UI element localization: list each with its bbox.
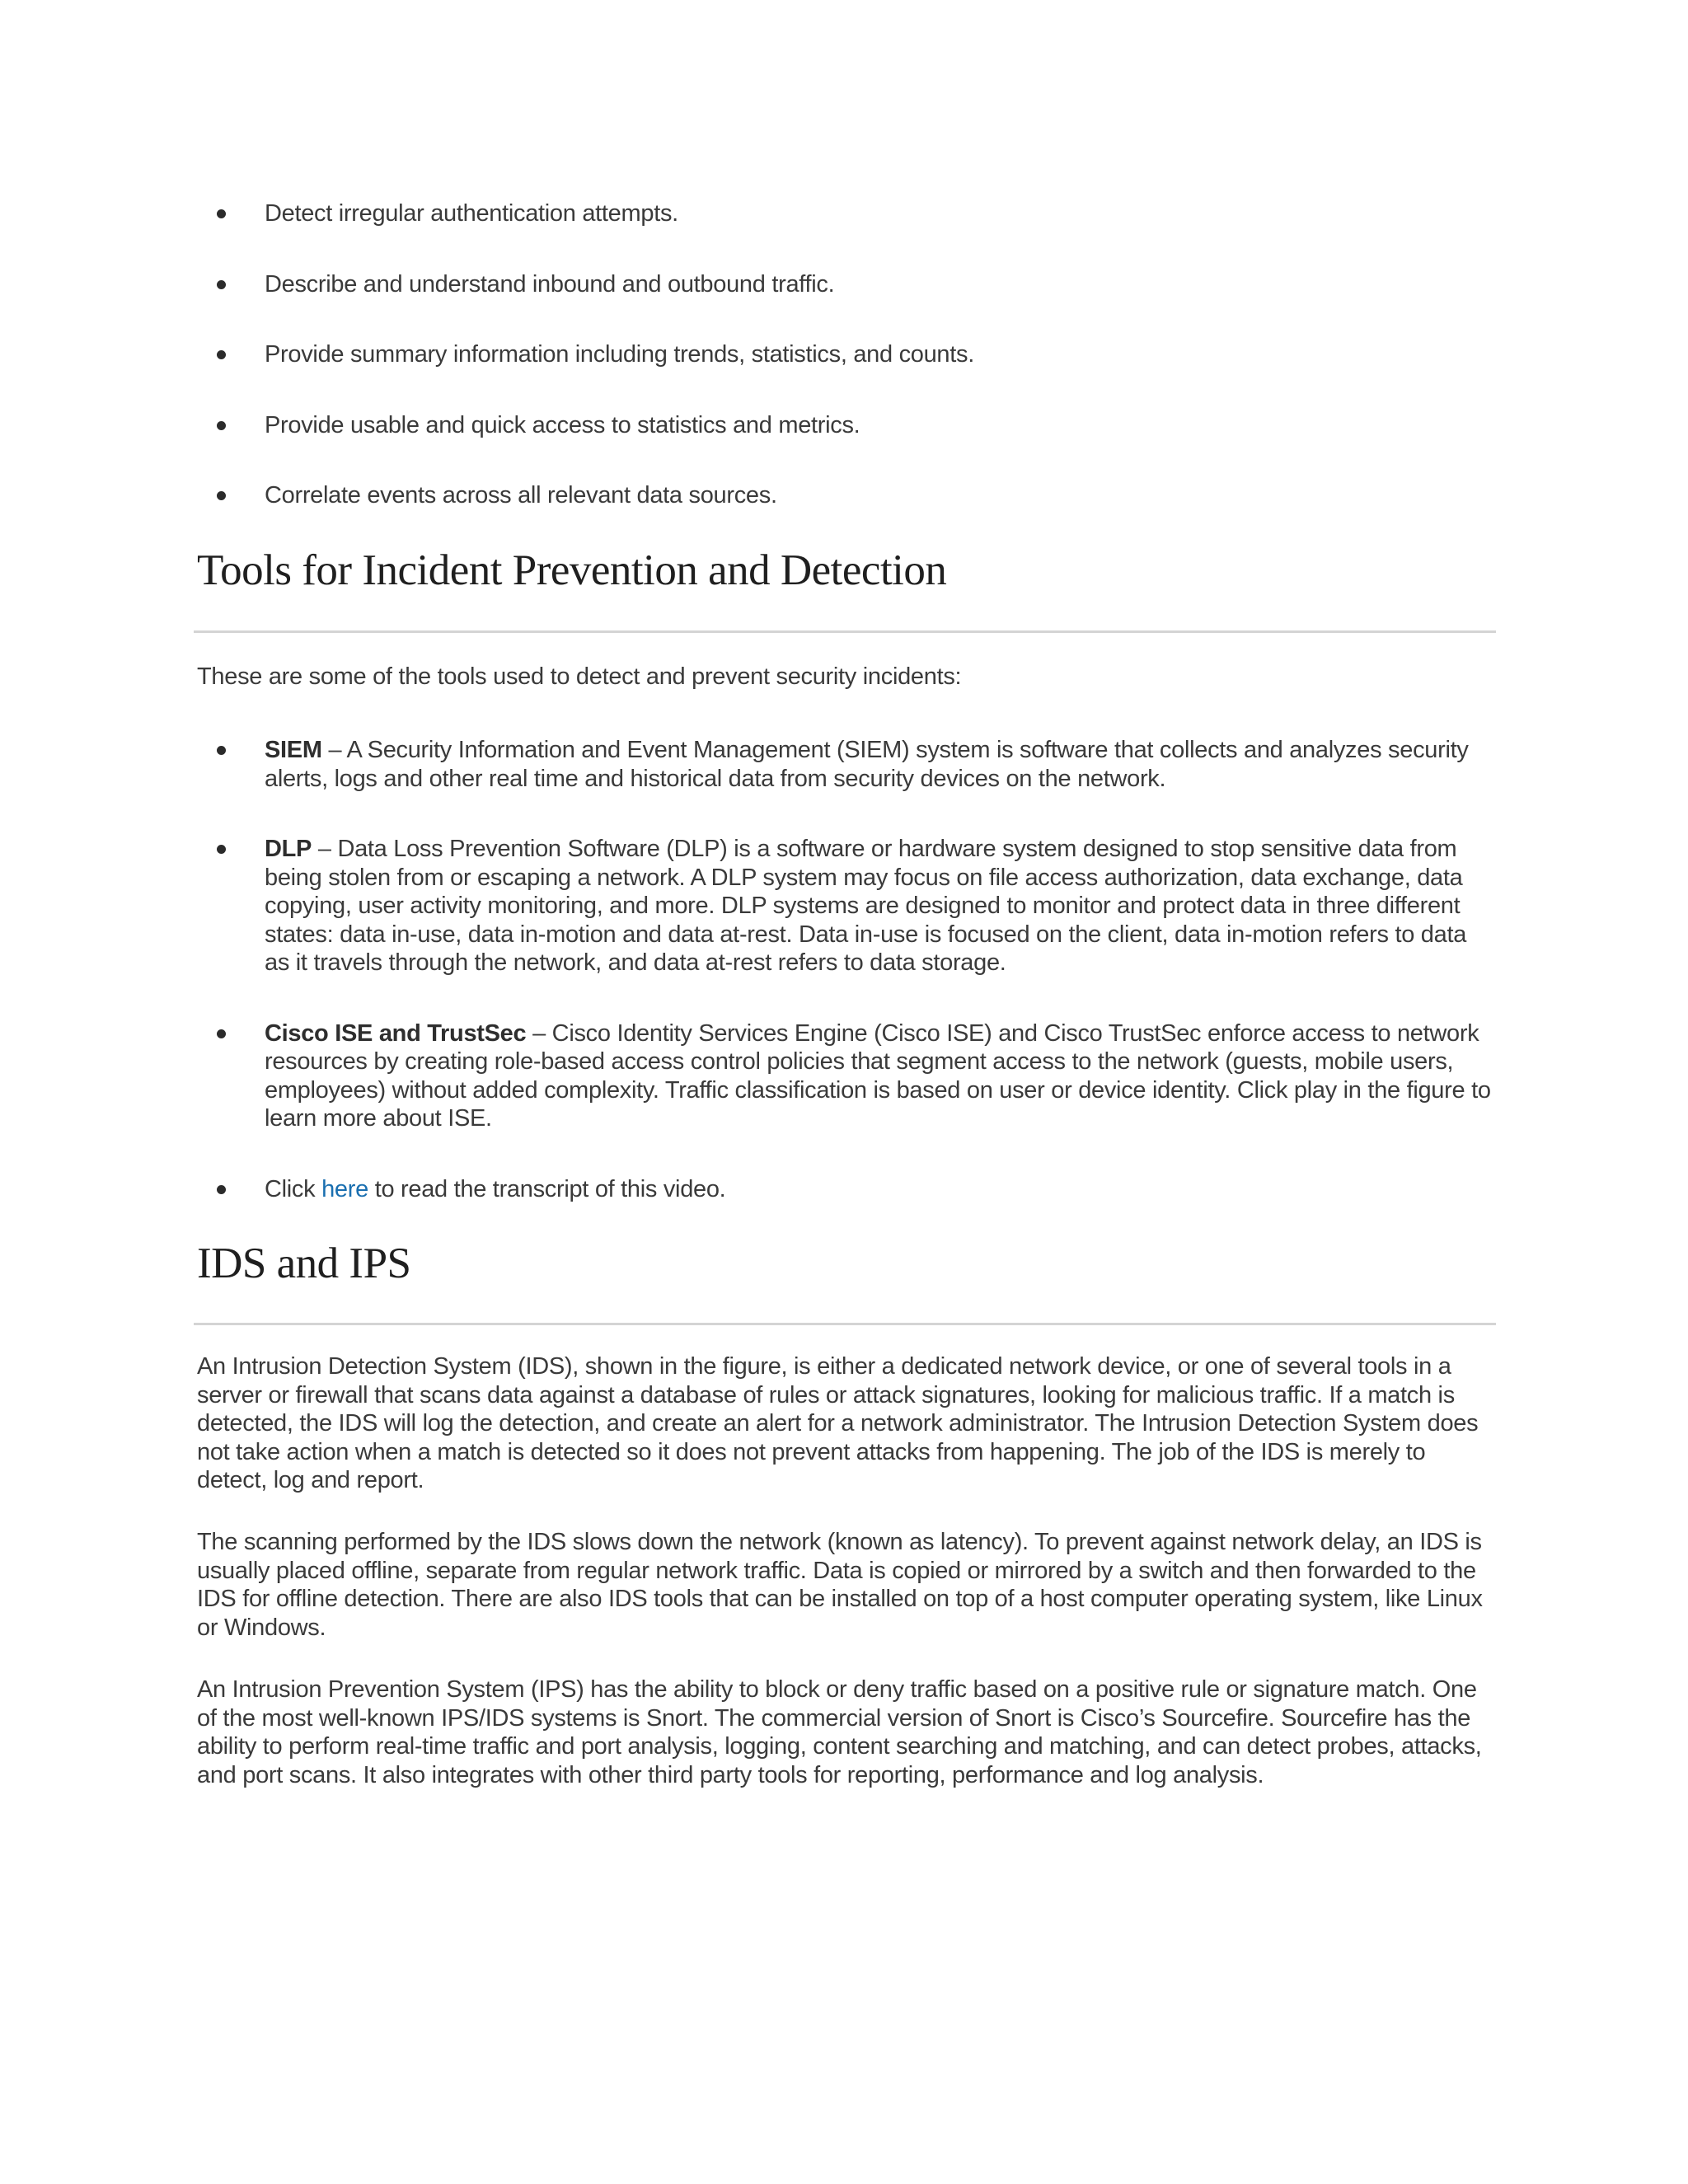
bullet-icon: [217, 421, 226, 430]
transcript-link[interactable]: here: [321, 1175, 368, 1202]
list-item: Provide usable and quick access to statistics and metrics.: [197, 411, 1491, 440]
ids-paragraph: An Intrusion Detection System (IDS), shown in the figure, is either a dedicated network device, or one of several tools in a server or firewall that scans data against a database of rules or attack signatures, looking for malicious traffic. If a match is detected, the IDS will log the detection, and create an alert for a network administrator. The Intrusion Detection System does not take action when a match is detected so it does not prevent attacks from happening. The job of the IDS is merely to detect, log and report.: [197, 1353, 1479, 1493]
list-item: Provide summary information including trends, statistics, and counts.: [197, 340, 1491, 369]
bullet-icon: [217, 280, 226, 289]
latency-paragraph: The scanning performed by the IDS slows down the network (known as latency). To prevent against network delay, an IDS is usually placed offline, separate from regular network traffic. Data is copied or mirrored by a switch and then forwarded to the IDS for offline detection. There are also IDS tools that can be installed on top of a host computer operating system, like Linux or Windows.: [197, 1529, 1483, 1641]
tools-list: [197, 736, 1491, 1245]
list-item: Detect irregular authentication attempts.: [197, 199, 1491, 228]
ids-ips-heading: IDS and IPS: [197, 1240, 411, 1287]
capabilities-list: [197, 199, 1491, 552]
list-item-transcript: Click here to read the transcript of this video.: [197, 1175, 1491, 1204]
tools-intro: These are some of the tools used to detect and prevent security incidents:: [197, 663, 962, 690]
bullet-icon: [217, 209, 226, 218]
section-divider: [194, 630, 1496, 633]
term-label: DLP: [265, 836, 312, 862]
section-divider: [194, 1323, 1496, 1325]
ips-paragraph: An Intrusion Prevention System (IPS) has the ability to block or deny traffic based on a positive rule or signature match. One of the most well-known IPS/IDS systems is Snort. The commercial version of Snort is Cisco’s Sourcefire. Sourcefire has the ability to perform real-time traffic and port analysis, logging, content searching and matching, and can detect probes, attacks, and port scans. It also integrates with other third party tools for reporting, performance and log analysis.: [197, 1676, 1482, 1788]
term-label: SIEM: [265, 737, 322, 763]
bullet-icon: [217, 845, 226, 854]
bullet-icon: [217, 350, 226, 359]
list-item-cisco-ise: Cisco ISE and TrustSec – Cisco Identity Services Engine (Cisco ISE) and Cisco TrustSec enforce access to network resources by creating role-based access control policies that segment access to the network (guests, mobile users, employees) without added complexity. Traffic classification is based on user or device identity. Click play in the figure to learn more about ISE.: [197, 1019, 1491, 1133]
bullet-icon: [217, 1029, 226, 1038]
bullet-icon: [217, 1185, 226, 1194]
term-label: Cisco ISE and TrustSec: [265, 1019, 527, 1047]
tools-heading: Tools for Incident Prevention and Detection: [197, 546, 947, 594]
list-item-dlp: DLP – Data Loss Prevention Software (DLP) is a software or hardware system designed to stop sensitive data from being stolen from or escaping a network. A DLP system may focus on file access authorization, data exchange, data copying, user activity monitoring, and more. DLP systems are designed to monitor and protect data in three different states: data in-use, data in-motion and data at-rest. Data in-use is focused on the client, data in-motion refers to data as it travels through the network, and data at-rest refers to data storage.: [197, 835, 1491, 977]
list-item: Describe and understand inbound and outbound traffic.: [197, 270, 1491, 299]
bullet-icon: [217, 491, 226, 500]
list-item-siem: SIEM – A Security Information and Event Management (SIEM) system is software that collects and analyzes security alerts, logs and other real time and historical data from security devices on the network.: [197, 736, 1491, 793]
bullet-icon: [217, 746, 226, 755]
list-item: Correlate events across all relevant data sources.: [197, 481, 1491, 510]
